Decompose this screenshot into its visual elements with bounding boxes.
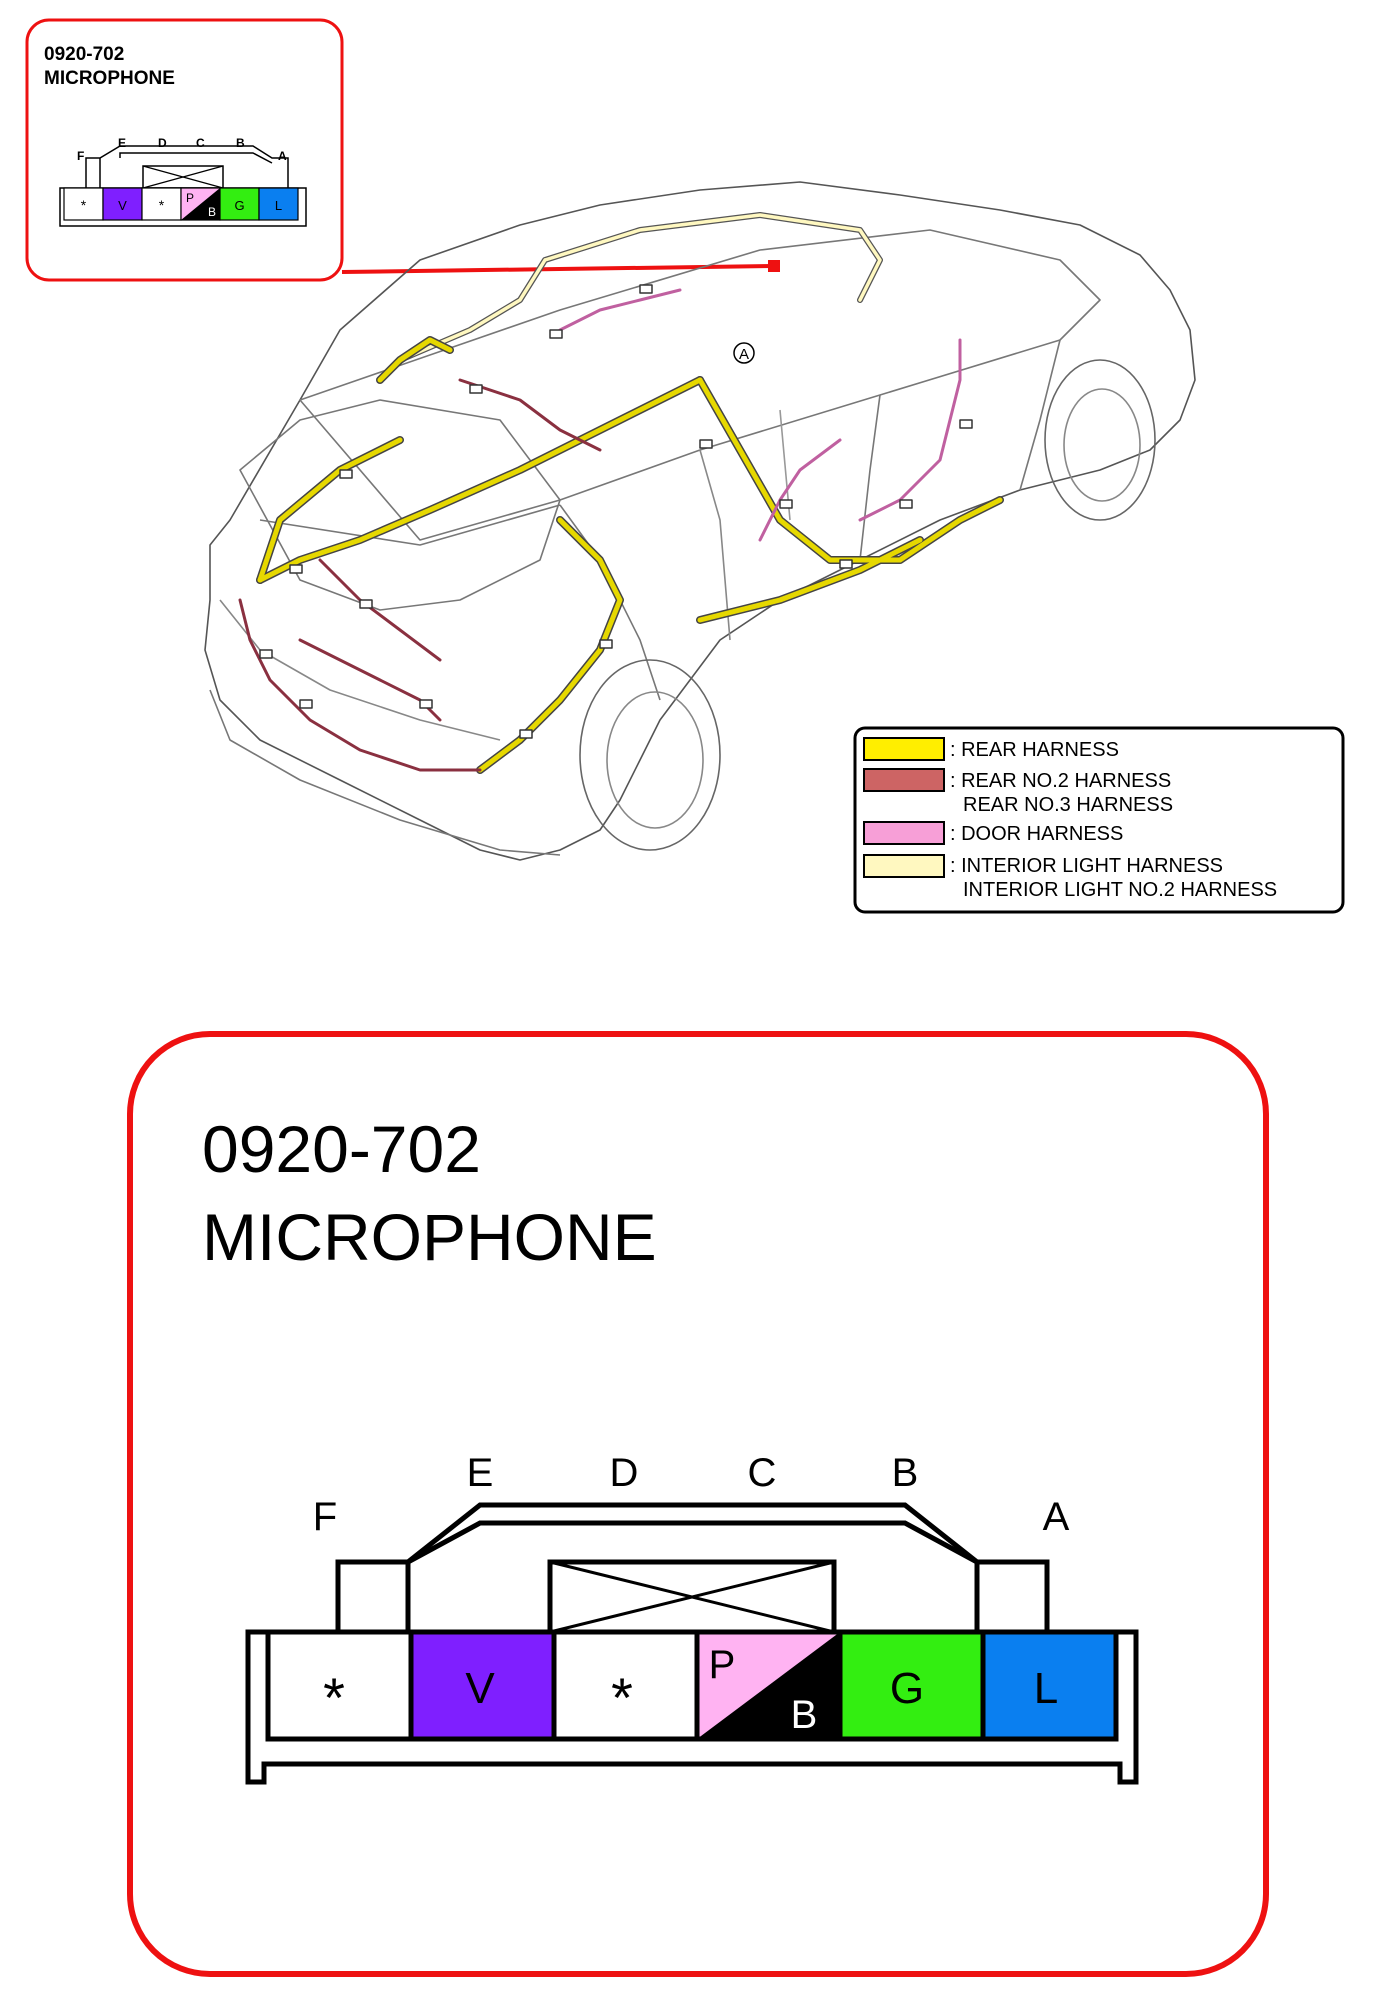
- legend-swatch-interior-light: [864, 855, 944, 877]
- location-marker: [734, 343, 754, 363]
- location-marker-label: A: [738, 346, 750, 363]
- pin-letter-C: C: [747, 1451, 777, 1495]
- legend-label-interior-light: : INTERIOR LIGHT HARNESS: [950, 855, 1224, 877]
- legend-swatch-door: [864, 822, 944, 844]
- wire-color-1: *: [323, 1666, 345, 1729]
- legend-label-rear: : REAR HARNESS: [950, 739, 1119, 761]
- harness-legend: [855, 728, 1343, 912]
- wire-color-3: *: [611, 1666, 633, 1729]
- callout-small-name: MICROPHONE: [44, 68, 175, 89]
- wire-color-5: G: [889, 1664, 925, 1713]
- pin-letter-A: A: [1042, 1495, 1070, 1539]
- pin-letter-D: D: [609, 1451, 639, 1495]
- small-pin-F: F: [77, 149, 85, 163]
- wire-color-6: L: [1033, 1664, 1059, 1713]
- small-wire-2: V: [118, 198, 127, 213]
- connector-callout-small: [27, 20, 342, 280]
- pin-letter-F: F: [312, 1495, 338, 1539]
- wire-color-4-stripe: B: [790, 1693, 818, 1737]
- small-pin-C: C: [196, 136, 205, 150]
- harness-routes: [240, 215, 1000, 770]
- wire-color-4-primary: P: [708, 1643, 736, 1687]
- legend-swatch-rear: [864, 738, 944, 760]
- legend-label-rear-no2: : REAR NO.2 HARNESS: [950, 770, 1172, 792]
- legend-label-interior-light-no2: INTERIOR LIGHT NO.2 HARNESS: [963, 879, 1278, 901]
- small-wire-4a: P: [185, 191, 195, 205]
- callout-large-code: 0920-702: [202, 1112, 481, 1186]
- connector-callout-large: [130, 1034, 1266, 1974]
- pin-letter-B: B: [891, 1451, 919, 1495]
- wire-color-2: V: [465, 1664, 495, 1713]
- legend-label-rear-no3: REAR NO.3 HARNESS: [963, 794, 1174, 816]
- legend-swatch-rear-no2: [864, 769, 944, 791]
- small-pin-B: B: [236, 136, 245, 150]
- pin-letter-E: E: [466, 1451, 494, 1495]
- small-wire-3: *: [158, 197, 165, 213]
- small-wire-6: L: [274, 198, 283, 213]
- microphone-connector-marker: [768, 260, 780, 272]
- small-wire-5: G: [234, 198, 245, 213]
- small-wire-4b: B: [207, 205, 217, 219]
- small-pin-A: A: [278, 149, 287, 163]
- small-pin-E: E: [118, 136, 127, 150]
- callout-large-name: MICROPHONE: [202, 1200, 657, 1274]
- callout-small-code: 0920-702: [44, 44, 125, 65]
- small-wire-1: *: [80, 197, 87, 213]
- small-pin-D: D: [158, 136, 167, 150]
- legend-label-door: : DOOR HARNESS: [950, 823, 1124, 845]
